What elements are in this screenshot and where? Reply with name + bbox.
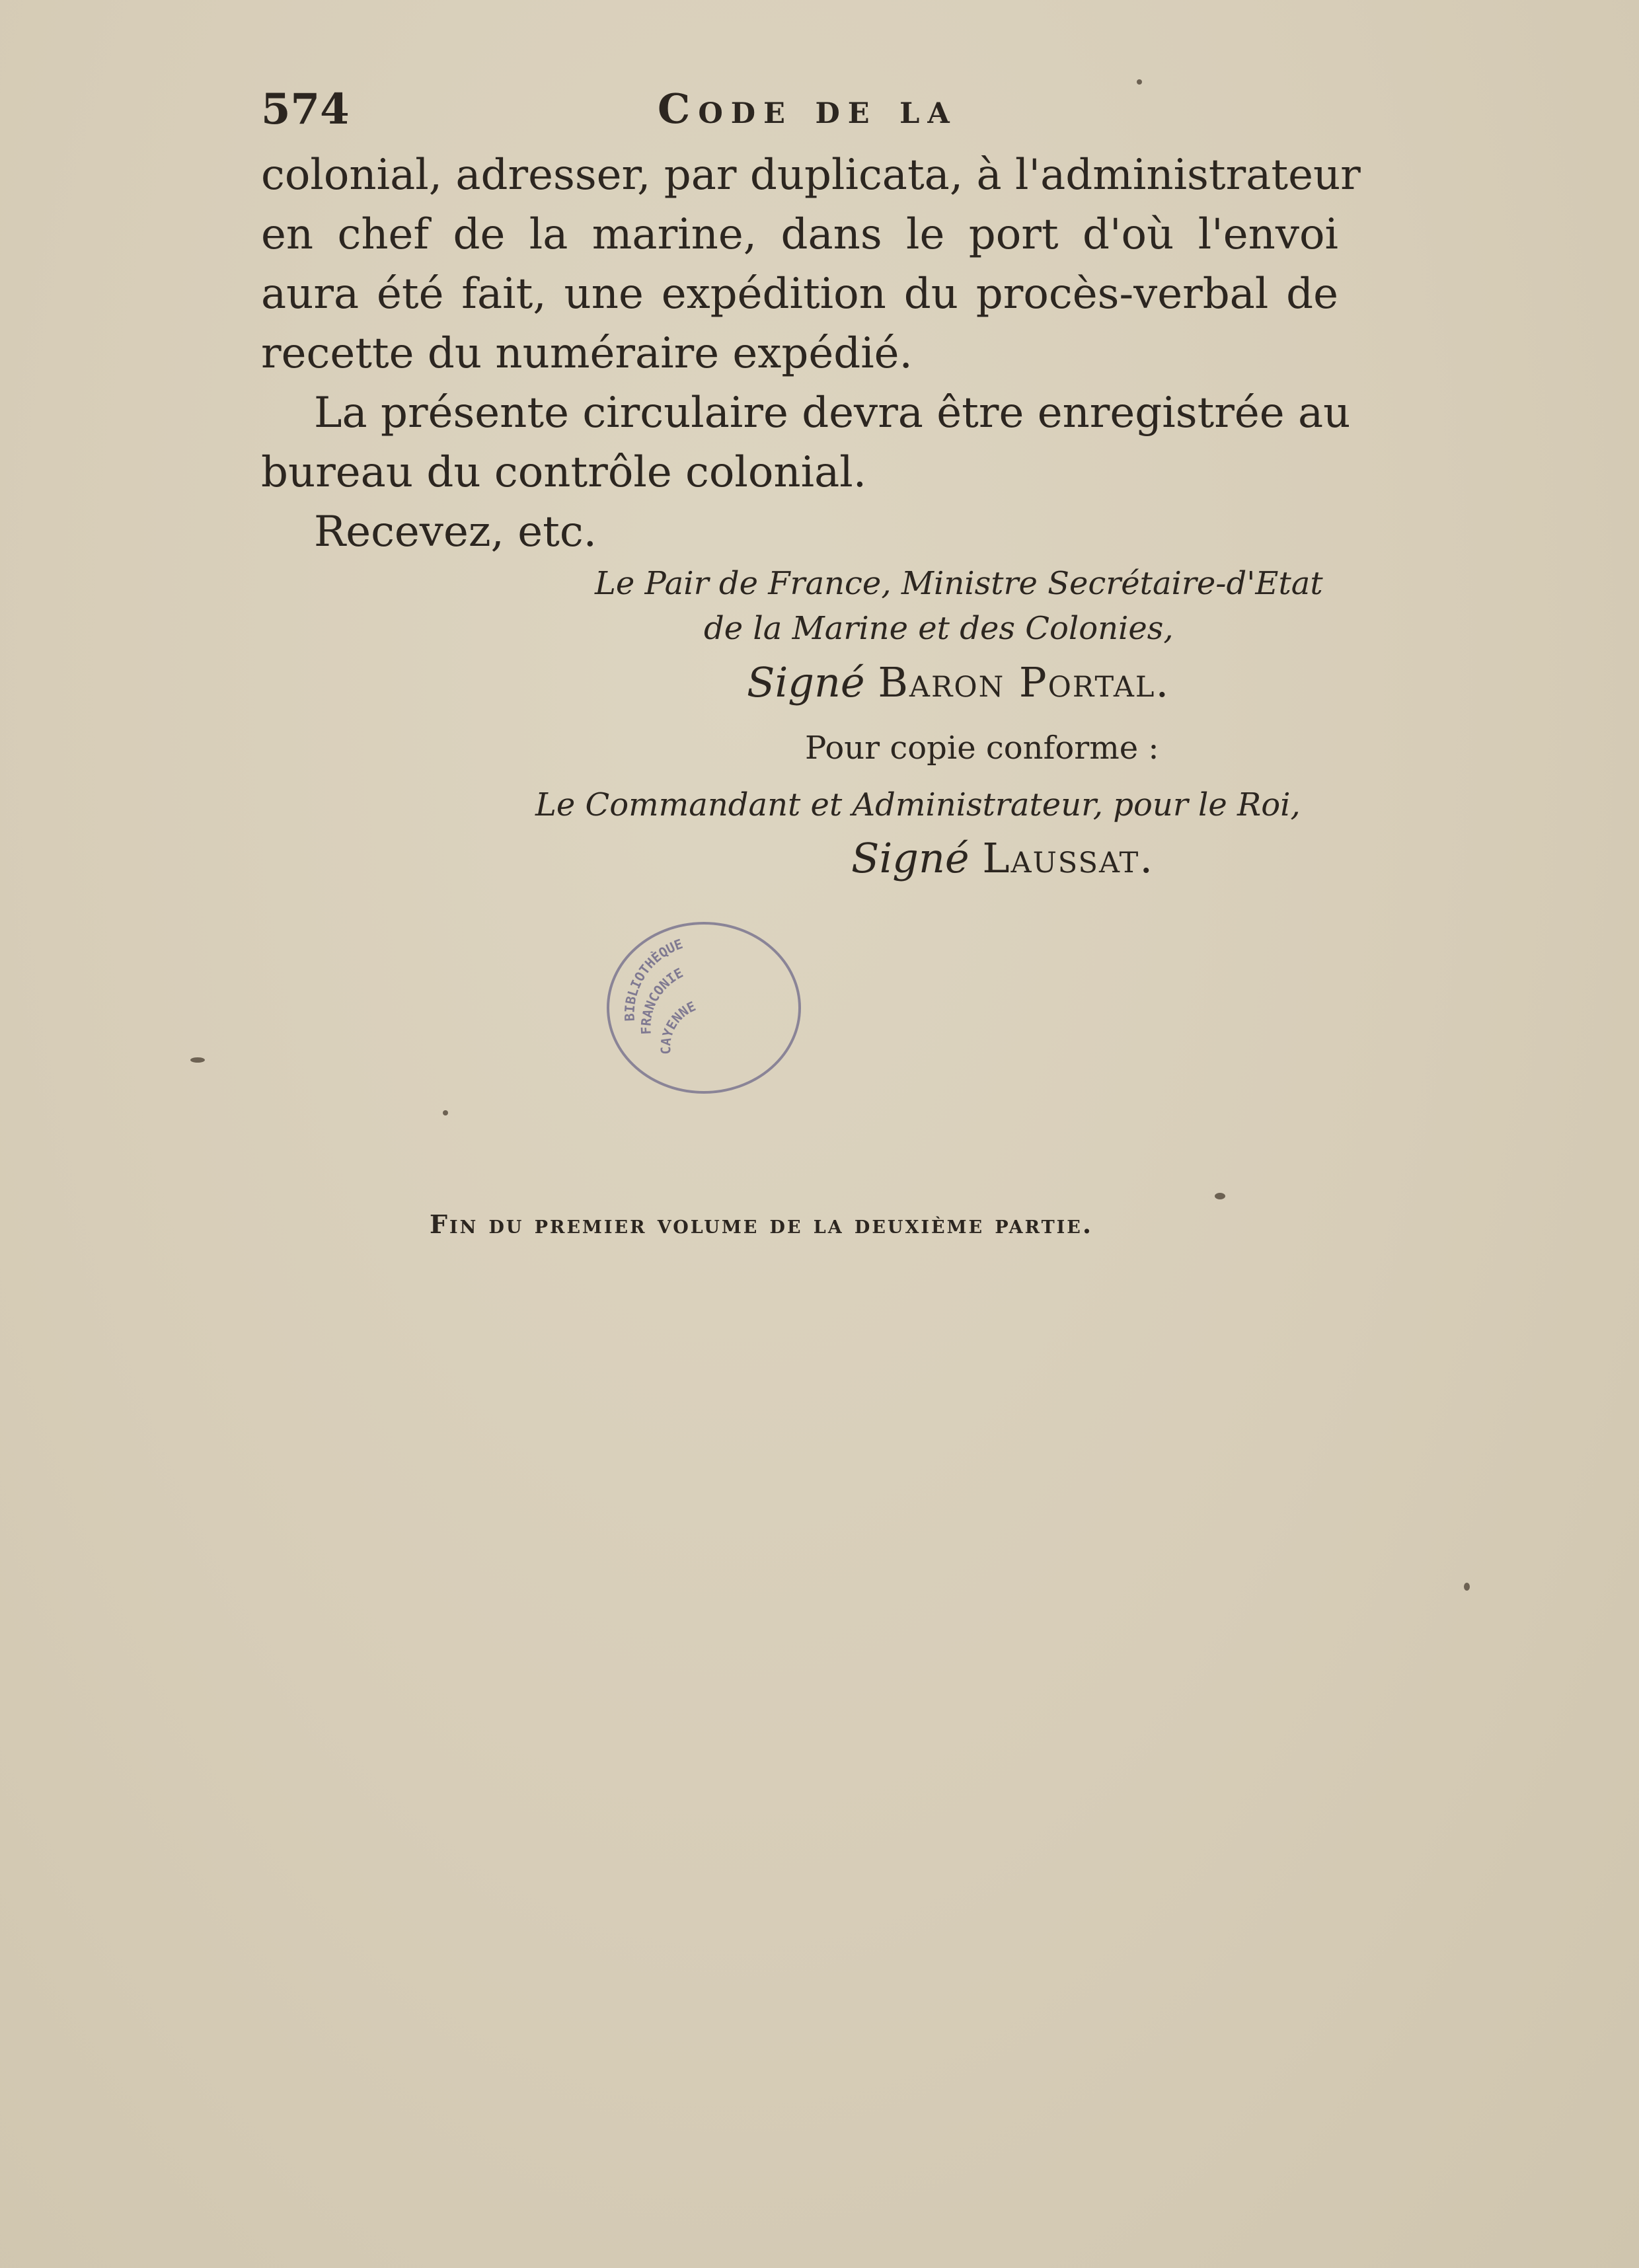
commander-title-line: Le Commandant et Administrateur, pour le Roi, [535, 786, 1301, 823]
svg-text:BIBLIOTHÈQUE: BIBLIOTHÈQUE [621, 936, 685, 1022]
signatory-name: Laussat. [982, 834, 1155, 882]
signatory-name: Baron Portal. [878, 658, 1170, 706]
body-line-4: recette du numéraire expédié. [261, 329, 913, 378]
body-line-2: en chef de la marine, dans le port d'où l'envoi [261, 210, 1338, 259]
svg-text:CAYENNE: CAYENNE [657, 998, 699, 1055]
ink-speck [443, 1110, 448, 1115]
signed-prefix: Signé [747, 658, 865, 706]
running-title: Code de la [658, 85, 958, 133]
minister-title-line-2: de la Marine et des Colonies, [704, 610, 1174, 647]
body-line-3: aura été fait, une expédition du procès-verbal de [261, 270, 1338, 319]
ink-speck [190, 1057, 205, 1063]
minister-title-line-1: Le Pair de France, Ministre Secrétaire-d'Etat [595, 565, 1323, 602]
page-number: 574 [261, 85, 350, 134]
running-header [261, 78, 1338, 137]
ink-speck [1464, 1583, 1470, 1591]
colophon: Fin du premier volume de la deuxième partie. [430, 1209, 1094, 1239]
svg-text:FRANCONIE: FRANCONIE [638, 964, 686, 1036]
signature-laussat [851, 834, 1154, 882]
body-line-5: La présente circulaire devra être enregistrée au [314, 389, 1351, 437]
body-line-1: colonial, adresser, par duplicata, à l'administrateur [261, 151, 1361, 200]
signature-portal [747, 658, 1170, 706]
signed-prefix: Signé [851, 834, 970, 882]
body-text [261, 145, 1361, 562]
body-line-7: Recevez, etc. [314, 508, 597, 556]
library-stamp-icon [598, 909, 810, 1107]
ink-speck [1215, 1193, 1225, 1199]
body-line-6: bureau du contrôle colonial. [261, 448, 867, 497]
ink-speck [1137, 79, 1142, 85]
copy-note: Pour copie conforme : [805, 730, 1159, 767]
